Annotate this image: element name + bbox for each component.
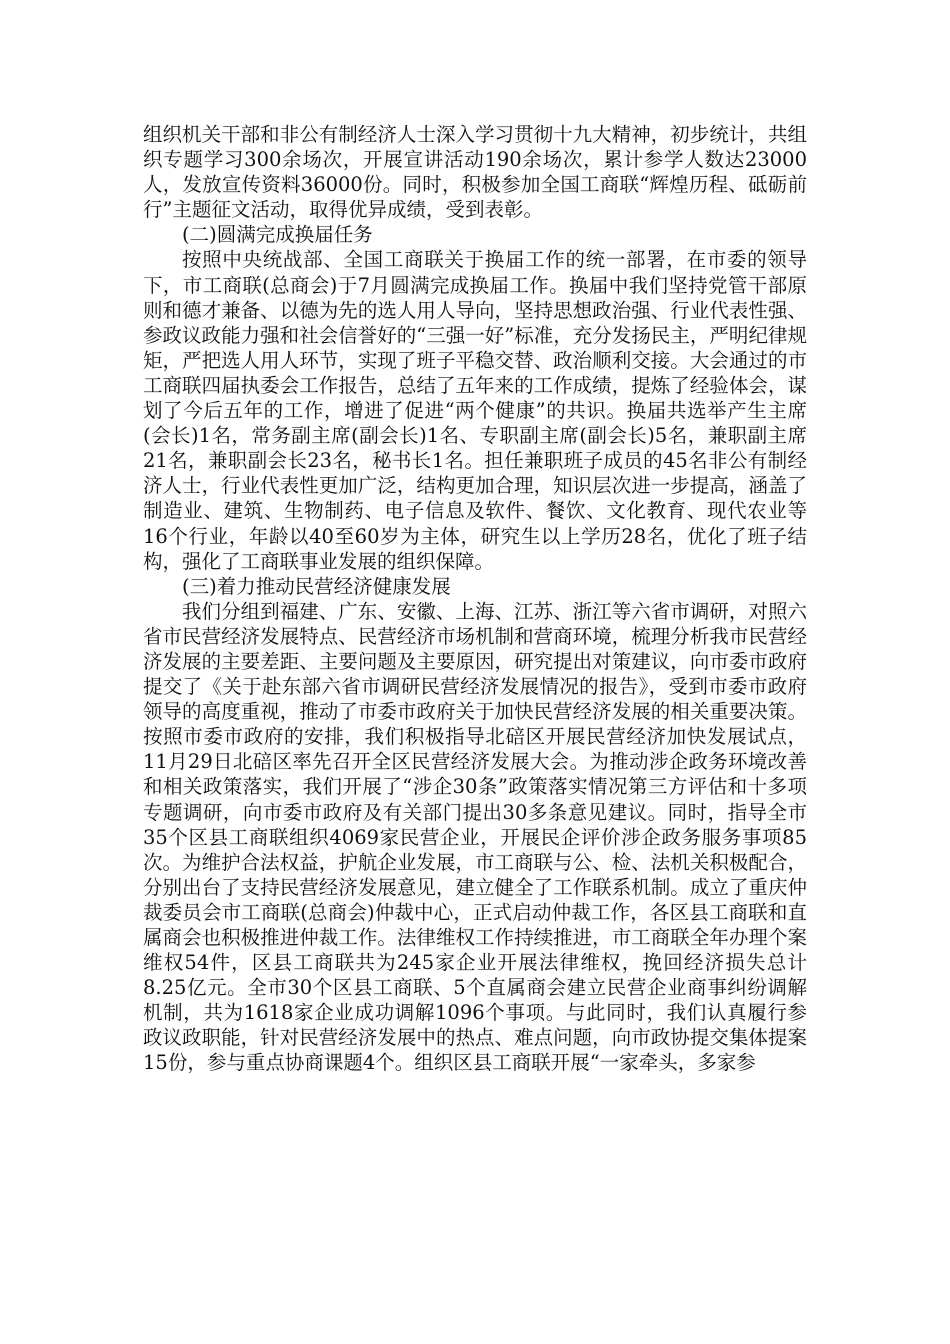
document-page (143, 122, 807, 1076)
section-heading-election: (二)圆满完成换届任务 (182, 223, 373, 247)
paragraph-private-economy: 我们分组到福建、广东、安徽、上海、江苏、浙江等六省市调研，对照六省市民营经济发展特点、民营经济市场机制和营商环境，梳理分析我市民营经济发展的主要差距、主要问题及主要原因，研究提出对策建议，向市委市政府提交了《关于赴东部六省市调研民营经济发展情况的报告》，受到市委市政府领导的高度重视，推动了市委市政府关于加快民营经济发展的相关重要决策。按照市委市政府的安排，我们积极指导北碚区开展民营经济加快发展试点，11月29日北碚区率先召开全区民营经济发展大会。为推动涉企政务环境改善和相关政策落实，我们开展了“涉企30条”政策落实情况第三方评估和十多项专题调研，向市委市政府及有关部门提出30多条意见建议。同时，指导全市35个区县工商联组织4069家民营企业，开展民企评价涉企政务服务事项85次。为维护合法权益，护航企业发展，市工商联与公、检、法机关积极配合，分别出台了支持民营经济发展意见，建立健全了工作联系机制。成立了重庆仲裁委员会市工商联(总商会)仲裁中心，正式启动仲裁工作，各区县工商联和直属商会也积极推进仲裁工作。法律维权工作持续推进，市工商联全年办理个案维权54件，区县工商联共为245家企业开展法律维权，挽回经济损失总计8.25亿元。全市30个区县工商联、5个直属商会建立民营企业商事纠纷调解机制，共为1618家企业成功调解1096个事项。与此同时，我们认真履行参政议政职能，针对民营经济发展中的热点、难点问题，向市政协提交集体提案15份，参与重点协商课题4个。组织区县工商联开展“一家牵头，多家参 (143, 599, 807, 1075)
section-heading-private-economy: (三)着力推动民营经济健康发展 (182, 574, 451, 598)
paragraph-election: 按照中央统战部、全国工商联关于换届工作的统一部署，在市委的领导下，市工商联(总商会)于7月圆满完成换届工作。换届中我们坚持党管干部原则和德才兼备、以德为先的选人用人导向，坚持思想政治强、行业代表性强、参政议政能力强和社会信誉好的“三强一好”标准，充分发扬民主，严明纪律规矩，严把选人用人环节，实现了班子平稳交替、政治顺利交接。大会通过的市工商联四届执委会工作报告，总结了五年来的工作成绩，提炼了经验体会，谋划了今后五年的工作，增进了促进“两个健康”的共识。换届共选举产生主席(会长)1名，常务副主席(副会长)1名、专职副主席(副会长)5名，兼职副主席21名，兼职副会长23名，秘书长1名。担任兼职班子成员的45名非公有制经济人士，行业代表性更加广泛，结构更加合理，知识层次进一步提高，涵盖了制造业、建筑、生物制药、电子信息及软件、餐饮、文化教育、现代农业等16个行业，年龄以40至60岁为主体，研究生以上学历28名，优化了班子结构，强化了工商联事业发展的组织保障。 (143, 248, 807, 573)
paragraph-study-summary: 组织机关干部和非公有制经济人士深入学习贯彻十九大精神，初步统计，共组织专题学习300余场次，开展宣讲活动190余场次，累计参学人数达23000人，发放宣传资料36000份。同时，积极参加全国工商联“辉煌历程、砥砺前行”主题征文活动，取得优异成绩，受到表彰。 (143, 123, 807, 222)
